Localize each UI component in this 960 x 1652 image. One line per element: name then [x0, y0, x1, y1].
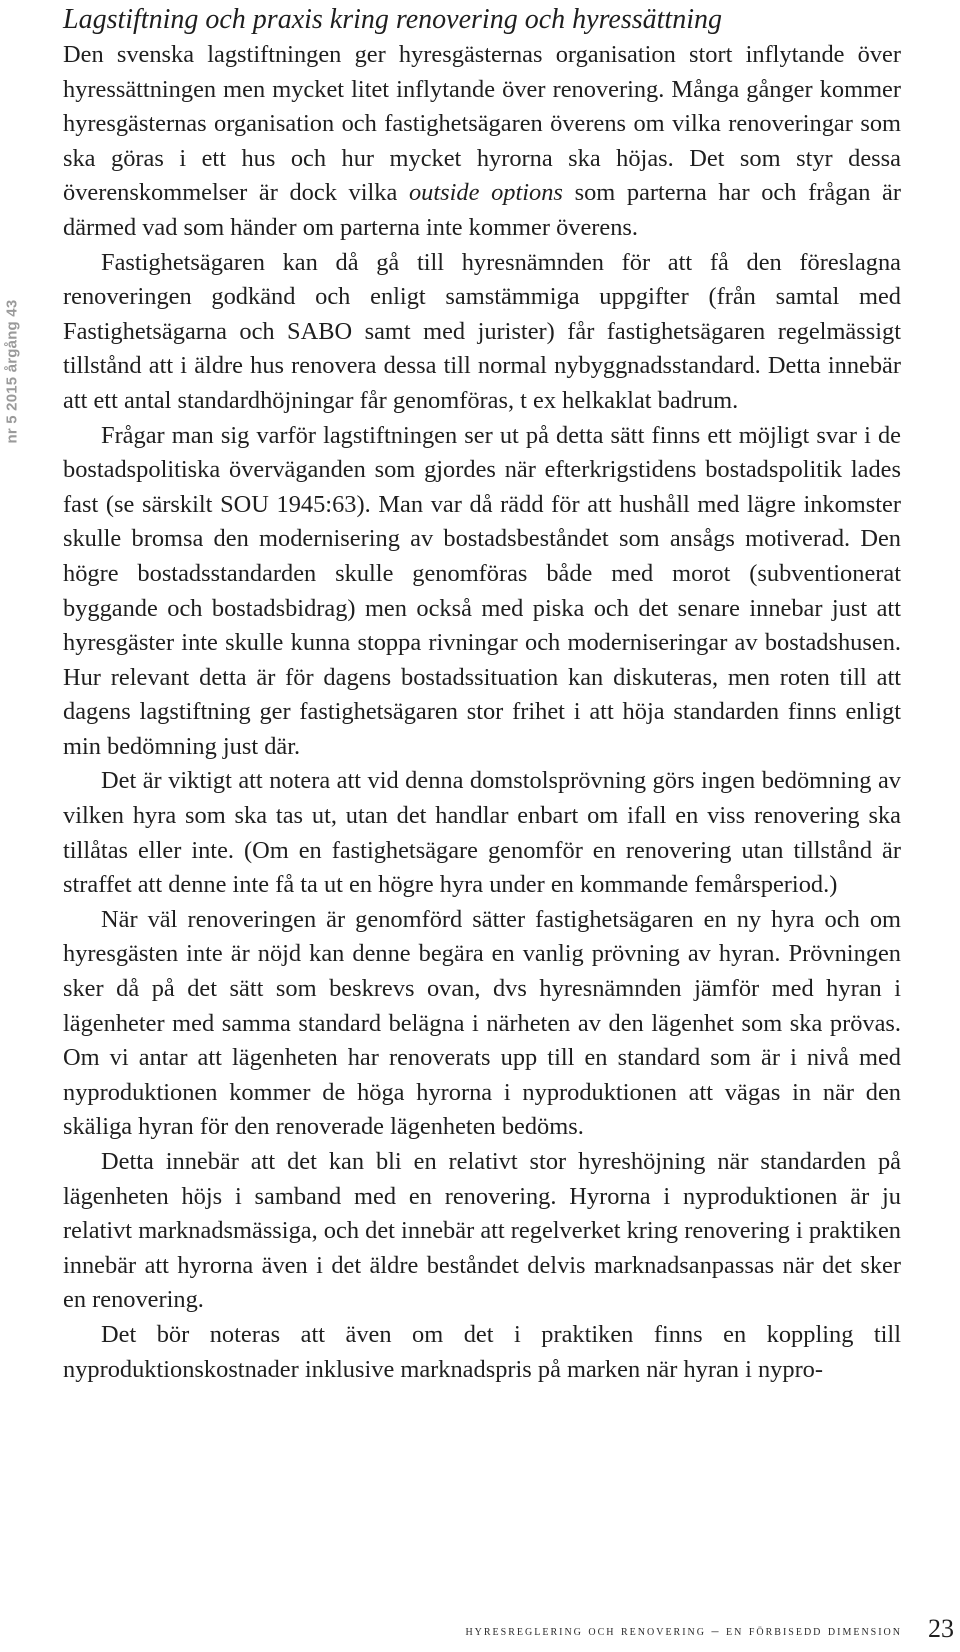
- paragraph-6: Detta innebär att det kan bli en relativt stor hyreshöjning när standarden på lägenheten höjs i samband med en renovering. Hyrorna i nyproduktionen är ju relativt marknadsmässiga, och det innebär att regelverket kring renovering i praktiken innebär att hyrorna även i det äldre beståndet delvis marknadsanpassas när det sker en renovering.: [63, 1148, 901, 1314]
- paragraph-7: Det bör noteras att även om det i praktiken finns en koppling till nyproduktionskostnader inklusive marknadspris på marken när hyran i nypro-: [63, 1320, 901, 1383]
- paragraph-1-text-end: som parterna har och frågan är därmed vad som händer om parterna inte kommer överens.: [63, 179, 901, 241]
- paragraph-4: Det är viktigt att notera att vid denna domstolsprövning görs ingen bedömning av vilken hyra som ska tas ut, utan det handlar enbart om ifall en viss renovering ska tillåtas eller inte. (Om en fastighetsägare genomför en renovering utan tillstånd är straffet att denne inte få ta ut en högre hyra under en kommande femårsperiod.): [63, 767, 901, 899]
- paragraph-1: [63, 38, 901, 246]
- page-number: 23: [928, 1614, 954, 1643]
- paragraph-1-text-start: Den svenska lagstiftningen ger hyresgästernas organisation stort inflytande över hyressättningen men mycket litet inflytande över renovering. Många gånger kommer hyresgästernas organisation och fastighetsägaren överens om vilka renoveringar som ska göras i ett hus och hur mycket hyrorna ska höjas. Det som styr dessa överenskommelser är dock vilka: [63, 41, 901, 207]
- issue-side-label: nr 5 2015 årgång 43: [3, 299, 21, 444]
- article-body: [63, 0, 901, 1387]
- running-title: hyresreglering och renovering – en förbisedd dimension: [465, 1624, 902, 1639]
- paragraph-5: När väl renoveringen är genomförd sätter fastighetsägaren en ny hyra och om hyresgästen inte är nöjd kan denne begära en vanlig prövning av hyran. Prövningen sker då på det sätt som beskrevs ovan, dvs hyresnämnden jämför med hyran i lägenheter med samma standard belägna i närheten av den lägenhet som ska prövas. Om vi antar att lägenheten har renoverats upp till en standard som är i nivå med nyproduktionen kommer de höga hyrorna i nyproduktionen att vägas in när den skäliga hyran för den renoverade lägenheten bedöms.: [63, 905, 901, 1141]
- page-footer: [0, 1614, 960, 1648]
- paragraph-2: Fastighetsägaren kan då gå till hyresnämnden för att få den föreslagna renoveringen godkänd och enligt samstämmiga uppgifter (från samtal med Fastighetsägarna och SABO samt med jurister) får fastighetsägaren regelmässigt tillstånd att i äldre hus renovera dessa till normal nybyggnadsstandard. Detta innebär att ett antal standardhöjningar får genomföras, t ex helkaklat badrum.: [63, 248, 901, 414]
- paragraph-3: Frågar man sig varför lagstiftningen ser ut på detta sätt finns ett möjligt svar i de bostadspolitiska överväganden som gjordes när efterkrigstidens bostadspolitik lades fast (se särskilt SOU 1945:63). Man var då rädd för att hushåll med lägre inkomster skulle bromsa den modernisering av bostadsbeståndet som ansågs motiverad. Den högre bostadsstandarden skulle genomföras både med morot (subventionerat byggande och bostadsbidrag) men också med piska och det senare innebar just att hyresgäster inte skulle kunna stoppa rivningar och moderniseringar av bostadshusen. Hur relevant detta är för dagens bostadssituation kan diskuteras, men roten till att dagens lagstiftning ger fastighetsägaren stor frihet i att höja standarden finns enligt min bedömning just där.: [63, 421, 901, 760]
- italic-term-outside-options: outside options: [408, 179, 563, 207]
- section-heading: Lagstiftning och praxis kring renovering och hyressättning: [63, 4, 722, 35]
